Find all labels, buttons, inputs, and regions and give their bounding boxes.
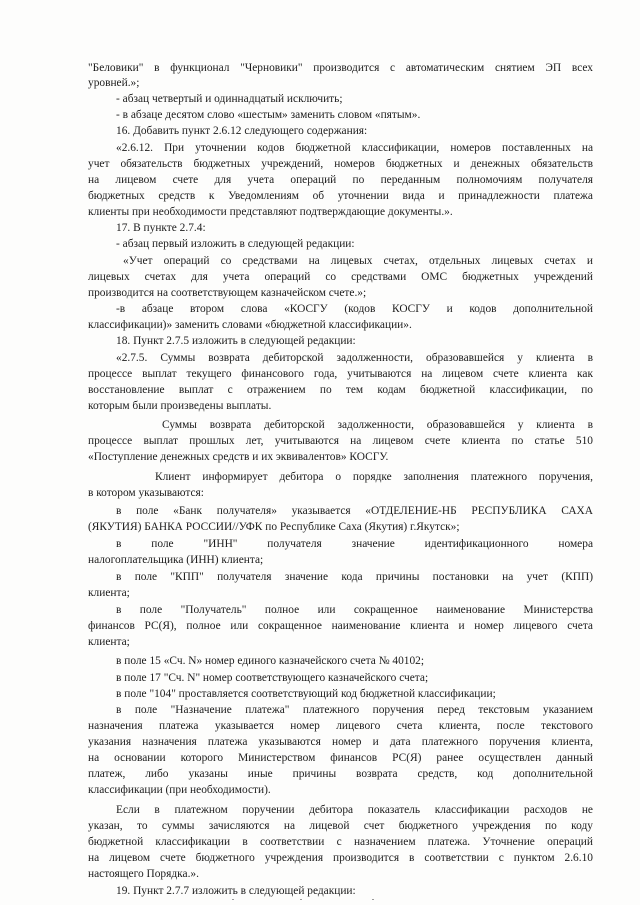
text-line: финансов РС(Я), полное или сокращенное наименование клиента и номер лицевого счета <box>88 620 593 632</box>
text-line: бюджетной классификации в соответствии с назначением платежа. Уточнение операций <box>88 836 593 848</box>
text-line: клиента; <box>88 587 130 599</box>
text-line: «2.7.5. Суммы возврата дебиторской задолженности, образовавшейся у клиента в <box>116 352 593 364</box>
text-line: в котором указываются: <box>88 487 204 499</box>
text-line: учет обязательств бюджетных учреждений, номеров бюджетных и денежных обязательств <box>88 158 593 170</box>
text-line: в поле "Назначение платежа" платежного поручения перед текстовым указанием <box>116 704 593 716</box>
text-line: производится на соответствующем казначейском счете.»; <box>88 287 367 299</box>
text-line: - абзац четвертый и одиннадцатый исключить; <box>116 93 343 105</box>
scan-speck <box>232 899 234 900</box>
text-line: -в абзаце втором слова «КОСГУ (кодов КОСГУ и кодов дополнительной <box>116 303 593 315</box>
text-line: лицевых счетах для учета операций со средствами ОМС бюджетных учреждений <box>88 271 593 283</box>
text-line: в поле 15 «Сч. N» номер единого казначейского счета № 40102; <box>116 655 425 667</box>
text-line: в поле "КПП" получателя значение кода причины постановки на учет (КПП) <box>116 571 593 583</box>
scan-speck <box>300 899 302 900</box>
text-line: "Беловики" в функционал "Черновики" производится с автоматическим снятием ЭП всех <box>88 62 593 74</box>
text-line: в поле «Банк получателя» указывается «ОТДЕЛЕНИЕ-НБ РЕСПУБЛИКА САХА <box>116 505 593 517</box>
text-line: 19. Пункт 2.7.7 изложить в следующей редакции: <box>116 885 356 897</box>
text-line: клиента; <box>88 636 130 648</box>
text-line: Суммы возврата дебиторской задолженности, образовавшейся у клиента в <box>162 419 593 431</box>
scan-speck <box>372 899 374 900</box>
text-line: на основании которого Министерством финансов РС(Я) ранее осуществлен данный <box>88 752 593 764</box>
text-line: назначения платежа указывается номер лицевого счета клиента, после текстового <box>88 720 593 732</box>
text-line: 16. Добавить пункт 2.6.12 следующего содержания: <box>116 125 368 137</box>
text-line: «Учет операций со средствами на лицевых счетах, отдельных лицевых счетах и <box>123 255 593 267</box>
text-line: Если в платежном поручении дебитора показатель классификации расходов не <box>116 804 593 816</box>
text-line: классификации (при необходимости). <box>88 784 271 796</box>
text-line: в поле "Получатель" полное или сокращенное наименование Министерства <box>116 604 593 616</box>
text-line: классификации)» заменить словами «бюджетной классификации». <box>88 319 412 331</box>
text-line: - в абзаце десятом слово «шестым» заменить словом «пятым». <box>116 109 421 121</box>
text-line: (ЯКУТИЯ) БАНКА РОССИИ//УФК по Республике Саха (Якутия) г.Якутск»; <box>88 521 460 533</box>
text-line: в поле 17 "Сч. N" номер соответствующего казначейского счета; <box>116 672 429 684</box>
text-line: налогоплательщика (ИНН) клиента; <box>88 554 264 566</box>
text-line: 18. Пункт 2.7.5 изложить в следующей редакции: <box>116 335 356 347</box>
text-line: настоящего Порядка.». <box>88 868 199 880</box>
text-line: на лицевом счете для учета операций по переданным полномочиям получателя <box>88 174 593 186</box>
text-line: на лицевом счете бюджетного учреждения производится в соответствии с пунктом 2.6.10 <box>88 852 593 864</box>
text-line: 17. В пункте 2.7.4: <box>116 222 206 234</box>
text-line: в поле "104" проставляется соответствующий код бюджетной классификации; <box>116 688 496 700</box>
text-line: Клиент информирует дебитора о порядке заполнения платежного поручения, <box>155 471 593 483</box>
text-line: бюджетных средств к Уведомлениям об уточнении вида и принадлежности платежа <box>88 190 593 202</box>
text-line: - абзац первый изложить в следующей редакции: <box>116 238 355 250</box>
text-line: указан, то суммы зачисляются на лицевой счет бюджетного учреждения по коду <box>88 820 593 832</box>
text-line: восстановление выплат с отражением по тем кодам бюджетной классификации, по <box>88 384 593 396</box>
text-line: процессе выплат текущего финансового года, учитываются на лицевом счете клиента как <box>88 368 593 380</box>
text-line: «2.6.12. При уточнении кодов бюджетной классификации, номеров поставленных на <box>116 142 593 154</box>
text-line: указания назначения платежа указываются номер и дата платежного поручения клиента, <box>88 736 593 748</box>
text-line: в поле "ИНН" получателя значение идентификационного номера <box>116 538 593 550</box>
text-line: клиенты при необходимости представляют подтверждающие документы.». <box>88 206 453 218</box>
text-line: платеж, либо указаны иные причины возврата средств, код дополнительной <box>88 768 593 780</box>
text-line: уровней.»; <box>88 77 140 89</box>
text-line: процессе выплат прошлых лет, учитываются на лицевом счете клиента по статье 510 <box>88 435 593 447</box>
text-line: «Поступление денежных средств и их эквивалентов» КОСГУ. <box>88 451 389 463</box>
text-line: которым были произведены выплаты. <box>88 400 272 412</box>
